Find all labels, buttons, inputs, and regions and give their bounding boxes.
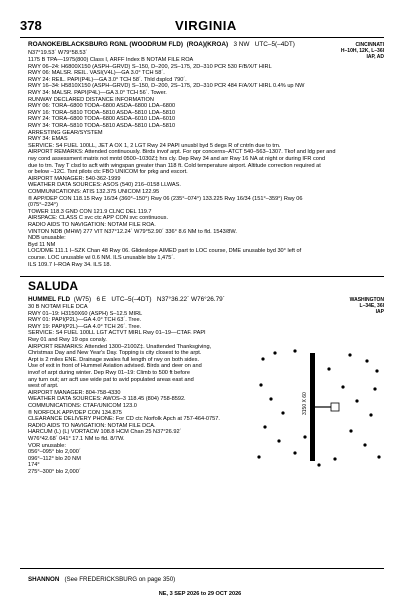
page-state-title: VIRGINIA: [175, 18, 237, 33]
saluda-detail-line: Rwy 01 and Rwy 19 ops consly.: [28, 337, 107, 343]
saluda-detail-line: HARCUM (L) (L) VORTACW 108.8 HCM Chan 25 N37°26.92´: [28, 429, 182, 436]
saluda-ref-charts: L–34E, 36I: [359, 303, 384, 310]
roanoke-detail-line: RWY 24: TORA–6800 TODA–6800 ASDA–6010 LDA–6010: [28, 116, 176, 123]
roanoke-detail-line: RWY 34: MALSR. PAPI(P4L)—GA 3.0° TCH 56´. Tower.: [28, 90, 167, 96]
saluda-detail-line: any turn out; arr acft use wide pat to avid populated areas east and: [28, 376, 194, 383]
saluda-detail-line: SERVICE: S4 FUEL 100LL LGT ACTVT MIRL Rwy 01–19—CTAF. PAPI: [28, 330, 206, 337]
saluda-ref-iap: IAP: [375, 309, 384, 316]
roanoke-detail-line: WEATHER DATA SOURCES: ASOS (540) 216–0158 LLWAS.: [28, 182, 181, 189]
roanoke-detail-line: RUNWAY DECLARED DISTANCE INFORMATION: [28, 96, 154, 103]
roanoke-detail-line: RWY 24: REIL. PAPI(P4L)—GA 3.0° TCH 58´. Thld dsplcd 790´.: [28, 76, 187, 83]
shannon-note: (See FREDERICKSBURG on page 350): [64, 576, 176, 583]
saluda-detail-line: ® NORFOLK APP/DEP CON 134.875: [28, 409, 122, 416]
shannon-city: SHANNON: [28, 576, 60, 583]
saluda-detail-line: 275°–300° blo 2,000´: [28, 469, 81, 475]
saluda-detail-line: Arpt is 2 miles ENE. Drainage swales full length of rwy on both sides.: [28, 356, 199, 363]
roanoke-detail-line: RWY 34: EMAS: [28, 136, 68, 143]
runway-dimension-label: 3150 X 60: [302, 392, 308, 415]
roanoke-detail-line: due to trn. Twy T clsd to acft with wingspan greater than 118 ft. Cold temperature airport. Altitude correction required at: [28, 162, 321, 169]
saluda-chart-refs: [350, 297, 384, 316]
roanoke-ref-center: CINCINNATI: [355, 42, 384, 48]
roanoke-detail-line: VINTON NDB (MHW) 277 VIT N37°12.24´ W79°52.90´ 336° 8.6 NM to fld. 1543/8W.: [28, 228, 237, 235]
apron: [331, 403, 339, 411]
saluda-detail-line: AIRPORT MANAGER: 804-758-4330: [28, 389, 121, 396]
tree-markers: [257, 349, 380, 466]
roanoke-detail-line: SERVICE: S4 FUEL 100LL, JET A OX 1, 2 LGT Rwy 24 PAPI unusbl byd 5 degs R of cntrln due to trn.: [28, 142, 281, 149]
bottom-rule: [20, 568, 384, 569]
shannon-row: [28, 576, 175, 583]
roanoke-detail-line: NDB unusable:: [28, 235, 66, 242]
roanoke-detail-line: RWY 34: TORA–5810 TODA–5810 ASDA–5810 LDA–5810: [28, 123, 176, 129]
roanoke-ident: (ROA)(KROA): [186, 41, 229, 48]
saluda-detail-line: 174°: [28, 462, 40, 469]
page-number: 378: [20, 18, 42, 33]
airport-diagram: [255, 347, 385, 469]
roanoke-detail-line: COMMUNICATIONS: ATIS 132.375 UNICOM 122.95: [28, 189, 160, 195]
roanoke-title-row: [28, 42, 295, 49]
roanoke-coords: N37°19.53´ W79°58.53´: [28, 50, 88, 56]
saluda-detail-line: VOR unusable:: [28, 442, 66, 449]
roanoke-detail-line: RWY 16: TORA–5810 TODA–5810 ASDA–5810 LDA–5810: [28, 109, 176, 116]
roanoke-detail-line: ILS 109.7 I–ROA Rwy 34. ILS 18.: [28, 261, 112, 268]
airport-diagram-svg: [255, 347, 385, 469]
saluda-detail-line: Christmas Day and New Year's Day. Topping is city closest to the arpt.: [28, 350, 202, 357]
roanoke-detail-line: AIRPORT REMARKS: Attended continuously. Birds invof arpt. For opr concerns–ATCT 540–563–1307. Tkof and ldg per and: [28, 149, 336, 156]
saluda-detail-line: RADIO AIDS TO NAVIGATION: NOTAM FILE DCA.: [28, 422, 156, 429]
saluda-detail-line: CLEARANCE DELIVERY PHONE: For CD ctc Norfolk Apch at 757-464-0757.: [28, 416, 220, 423]
roanoke-detail-line: or below –12C. Tsnt pilots ctc FBO UNICOM for prkg and escort.: [28, 169, 188, 176]
roanoke-detail-line: ® APP/DEP CON 118.15 Rwy 16/34 (360°–150°) Rwy 06 (235°–074°) 133.225 Rwy 16/34 (151°–359°) Rwy 06: [28, 195, 303, 202]
saluda-detail-line: 056°–095° blo 2,000´: [28, 449, 81, 456]
roanoke-detail-line: RWY 06–24: H6800X150 (ASPH–GRVD) S–150, D–200, 2S–175, 2D–310 PCR 530 F/B/X/T HIRL: [28, 63, 272, 70]
saluda-ref-center: WASHINGTON: [349, 297, 384, 303]
roanoke-detail-line: RWY 06: MALSR. REIL. VASI(V4L)—GA 3.0° TCH 58´.: [28, 70, 165, 77]
roanoke-detail-line: 1175 B TPA—1975(800) Class I, ARFF Index B NOTAM FILE ROA: [28, 57, 194, 63]
roanoke-utc: UTC–5(–4DT): [254, 41, 295, 48]
section-rule: [20, 276, 384, 277]
roanoke-detail-line: LOC/DME 111.1 I–SZK Chan 48 Rwy 06. Glideslope AIMED part to LOC course, DME unusable byd 30° left of: [28, 248, 302, 255]
roanoke-chart-refs: [341, 42, 384, 61]
runway-01-19: [310, 353, 315, 461]
saluda-detail-line: RWY 01–19: H3150X60 (ASPH) S–12.5 MIRL: [28, 310, 143, 317]
roanoke-detail-line: ARRESTING GEAR/SYSTEM: [28, 129, 103, 136]
saluda-detail-line: 096°–112° blo 20 NM: [28, 455, 81, 462]
saluda-ident: (W75): [73, 296, 92, 303]
roanoke-airport-name: ROANOKE/BLACKSBURG RGNL (WOODRUM FLD): [28, 41, 184, 48]
header-rule: [20, 37, 384, 38]
saluda-coords: N37°36.22´ W76°26.79´: [156, 296, 225, 303]
saluda-detail-line: AIRPORT REMARKS: Attended 1300–2100Z‡. Unattended Thanksgiving,: [28, 343, 212, 350]
roanoke-ref-charts: H–10H, 12K, L–36I: [340, 48, 384, 55]
saluda-utc: UTC–5(–4DT): [111, 296, 152, 303]
saluda-detail-line: Use of exit in front of Hummel Aviation advised. Birds and deer on and: [28, 363, 202, 370]
roanoke-ref-iap: IAP, AD: [366, 54, 384, 61]
saluda-title-row: [28, 297, 225, 304]
saluda-detail-line: west of arpt.: [28, 383, 59, 390]
effective-dates-footer: NE, 3 SEP 2026 to 29 OCT 2026: [158, 591, 242, 597]
saluda-detail-line: WEATHER DATA SOURCES: AWOS–3 118.45 (804) 758-8592.: [28, 396, 186, 403]
saluda-detail-line: RWY 19: PAPI(P2L)—GA 4.0° TCH 26´. Tree.: [28, 323, 142, 330]
saluda-city-title: SALUDA: [28, 279, 78, 293]
saluda-airport-name: HUMMEL FLD: [28, 296, 71, 303]
roanoke-detail-line: RWY 16–34: H5810X150 (ASPH–GRVD) S–150, D–200, 2S–175, 2D–310 PCR 484 F/A/X/T HIRL 0.4% up NW: [28, 83, 305, 90]
roanoke-detail-line: Byd 11 NM: [28, 241, 56, 248]
saluda-detail-line: COMMUNICATIONS: CTAF/UNICOM 123.0: [28, 403, 137, 409]
roanoke-detail-line: TOWER 118.3 GND CON 121.9 CLNC DEL 119.7: [28, 208, 152, 215]
saluda-detail-line: W76°42.68´ 041° 17.1 NM to fld. 8/7W.: [28, 436, 125, 442]
roanoke-detail-line: AIRSPACE: CLASS C svc ctc APP CON svc continuous.: [28, 215, 168, 222]
roanoke-detail-line: (075°–234°): [28, 202, 58, 209]
roanoke-detail-line: rwy cond assessment matrix not mntd 0500–1030Z‡ hrs cly. Dep Rwy 34 and arr Rwy 16 NA at night or during IFR cond: [28, 156, 326, 162]
saluda-detail-line: 30 B NOTAM FILE DCA: [28, 304, 88, 310]
roanoke-detail-line: AIRPORT MANAGER: 540-362-1999: [28, 175, 121, 182]
saluda-location: 6 E: [96, 296, 107, 303]
saluda-detail-line: RWY 01: PAPI(P2L)—GA 4.0° TCH 63´. Tree.: [28, 317, 142, 324]
roanoke-location: 3 NW: [233, 41, 250, 48]
roanoke-detail-line: course. LOC unusable wi 0.6 NM. ILS unusable blw 1,475´.: [28, 255, 175, 261]
roanoke-detail-line: RADIO AIDS TO NAVIGATION: NOTAM FILE ROA.: [28, 222, 156, 228]
saluda-detail-line: invof of arpt during winter. Dep Rwy 01–19: Climb to 500 ft before: [28, 370, 190, 376]
roanoke-detail-line: RWY 06: TORA–6800 TODA–6800 ASDA–6800 LDA–6800: [28, 103, 176, 110]
